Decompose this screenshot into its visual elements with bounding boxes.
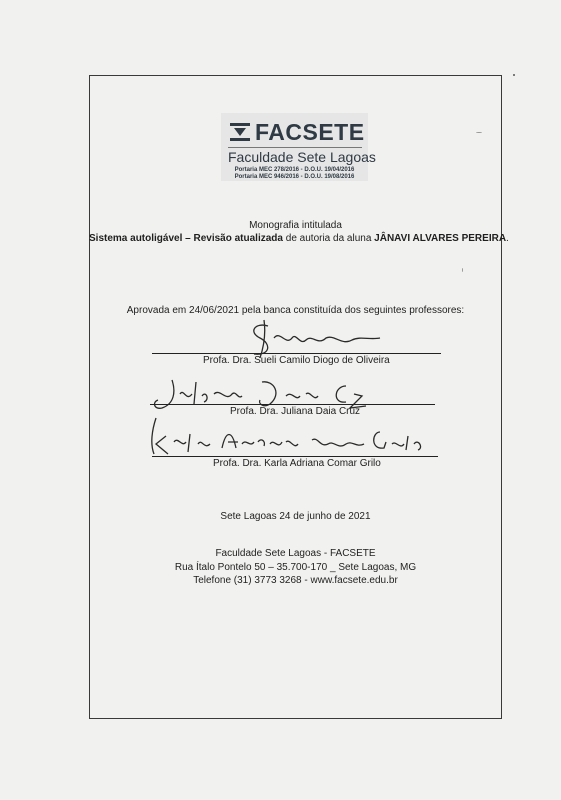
signature-line-1 — [152, 353, 441, 354]
scan-speck — [462, 268, 463, 272]
signatory-name-2: Profa. Dra. Juliana Daia Cruz — [230, 406, 361, 417]
facsete-logo — [221, 113, 376, 181]
monografia-suffix: . — [506, 233, 509, 244]
facsete-emblem-icon — [229, 121, 251, 143]
scan-speck — [513, 74, 515, 76]
approval-text: Aprovada em 24/06/2021 pela banca constituída dos seguintes professores: — [126, 305, 465, 316]
monografia-author: JÂNAVI ALVARES PEREIRA — [374, 233, 507, 244]
monografia-title-line — [89, 233, 509, 244]
logo-portaria-2: Portaria MEC 946/2016 - D.O.U. 19/08/2016 — [234, 174, 355, 180]
date-place: Sete Lagoas 24 de junho de 2021 — [220, 511, 371, 522]
monografia-label: Monografia intitulada — [249, 220, 342, 231]
footer-contact: Telefone (31) 3773 3268 - www.facsete.edu.br — [193, 575, 398, 586]
footer-address: Rua Ítalo Pontelo 50 – 35.700-170 _ Sete Lagoas, MG — [174, 562, 417, 573]
logo-portaria-1: Portaria MEC 278/2016 - D.O.U. 19/04/2016 — [234, 167, 355, 173]
signature-karla — [142, 414, 432, 460]
footer-institution: Faculdade Sete Lagoas - FACSETE — [215, 548, 376, 559]
logo-subtitle: Faculdade Sete Lagoas — [228, 149, 376, 165]
signatory-name-1: Profa. Dra. Sueli Camilo Diogo de Oliveira — [203, 355, 390, 366]
scan-speck — [476, 132, 482, 133]
monografia-middle: de autoria da aluna — [282, 233, 375, 244]
signature-line-2 — [150, 404, 435, 405]
logo-name: FACSETE — [255, 119, 365, 145]
signature-line-3 — [152, 456, 438, 457]
monografia-title: Sistema autoligável – Revisão atualizada — [89, 233, 283, 244]
signatory-name-3: Profa. Dra. Karla Adriana Comar Grilo — [213, 458, 381, 469]
